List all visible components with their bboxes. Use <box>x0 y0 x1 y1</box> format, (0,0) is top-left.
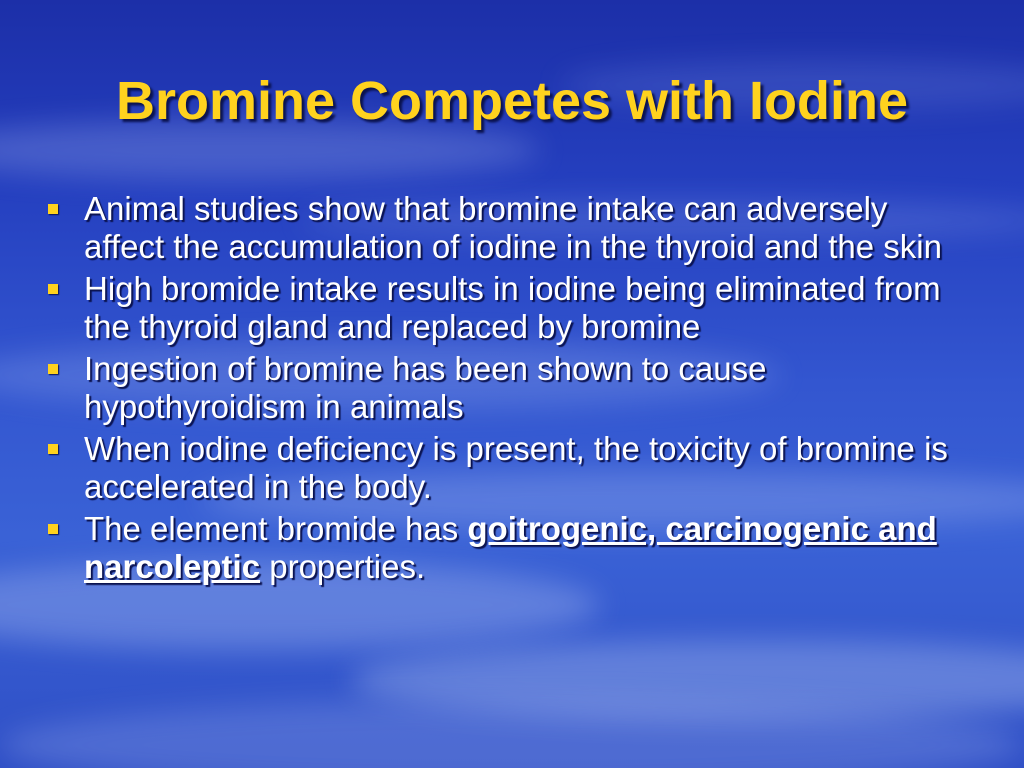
square-bullet-icon <box>48 444 58 454</box>
slide-title: Bromine Competes with Iodine <box>115 71 909 131</box>
square-bullet-icon <box>48 364 58 374</box>
bullet-item <box>44 190 974 266</box>
bullet-list <box>44 190 974 590</box>
square-bullet-icon <box>48 204 58 214</box>
bullet-text-before: The element bromide has <box>84 510 468 547</box>
bullet-text: Animal studies show that bromine intake can adversely affect the accumulation of iodine in the thyroid and the skin <box>84 190 942 265</box>
bullet-item <box>44 270 974 346</box>
bullet-item <box>44 350 974 426</box>
bullet-text: When iodine deficiency is present, the toxicity of bromine is accelerated in the body. <box>84 430 948 505</box>
square-bullet-icon <box>48 524 58 534</box>
bullet-item <box>44 510 974 586</box>
bullet-text: Ingestion of bromine has been shown to cause hypothyroidism in animals <box>84 350 767 425</box>
bullet-emphasis-text: goitrogenic, carcinogenic and narcoleptic <box>84 510 937 585</box>
square-bullet-icon <box>48 284 58 294</box>
bullet-item <box>44 430 974 506</box>
bullet-text: High bromide intake results in iodine being eliminated from the thyroid gland and replaced by bromine <box>84 270 941 345</box>
bullet-text-after: properties. <box>260 548 426 585</box>
